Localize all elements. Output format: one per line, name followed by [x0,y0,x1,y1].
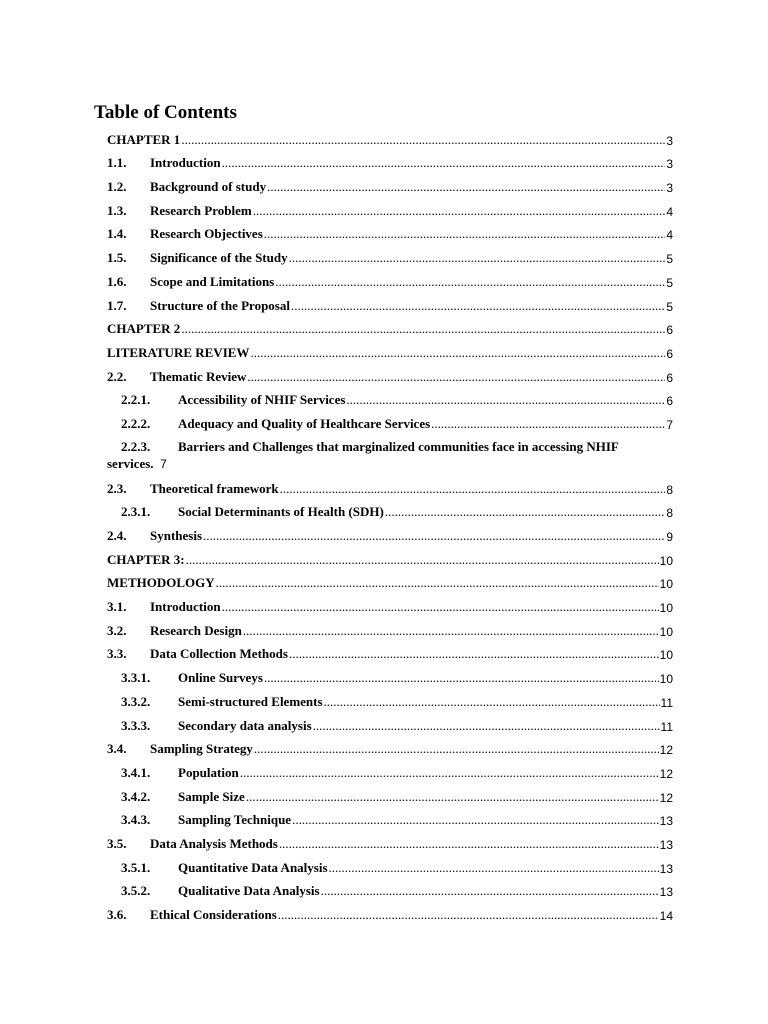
toc-entry-number: 3.3.3. [121,717,151,733]
toc-entry-number: 3.4.2. [121,788,151,804]
toc-entry-page: 14 [659,909,673,923]
toc-entry-label: CHAPTER 3: [107,551,185,567]
toc-entry-page: 13 [659,861,673,876]
toc-entry[interactable] [107,710,673,734]
toc-entry[interactable] [107,473,673,497]
toc-entry[interactable] [107,781,673,805]
toc-entry-label: CHAPTER 2 [107,321,181,337]
toc-dot-leader [279,836,659,852]
toc-entry-number: 3.5.2. [121,883,151,899]
toc-dot-leader [216,575,659,591]
toc-entry[interactable] [107,266,673,290]
toc-entry-number: 3.6. [107,907,127,922]
toc-dot-leader [203,528,665,544]
toc-entry[interactable] [107,385,673,409]
toc-entry[interactable] [107,852,673,876]
toc-entry[interactable] [107,195,673,219]
toc-entry[interactable] [107,497,673,521]
toc-entry[interactable] [107,171,673,195]
toc-dot-leader [250,345,665,361]
toc-entry-page: 6 [666,323,673,338]
toc-dot-leader [264,670,659,686]
toc-entry-number: 3.4.1. [121,764,151,780]
toc-entry-label: Synthesis [150,528,203,543]
toc-entry[interactable] [107,899,673,923]
toc-entry-label: Barriers and Challenges that marginalized communities face in accessing NHIF [178,438,619,454]
toc-entry-page: 10 [659,672,673,687]
toc-entry-label: Secondary data analysis [178,717,312,733]
toc-entry[interactable] [107,639,673,663]
toc-entry[interactable] [107,124,673,148]
toc-entry[interactable] [107,615,673,639]
toc-dot-leader [292,812,659,828]
toc-entry-page: 3 [666,181,673,196]
toc-entry-number: 2.3.1. [121,504,151,520]
toc-entry-page: 13 [659,814,673,829]
toc-dot-leader [267,179,665,195]
toc-entry-number: 3.4. [107,741,127,757]
toc-entry-label: Structure of the Proposal [150,297,290,313]
toc-entry[interactable] [107,408,673,432]
toc-entry-label: Introduction [150,599,221,615]
toc-dot-leader [222,155,666,171]
toc-entry[interactable] [107,734,673,758]
toc-dot-leader [291,298,665,314]
toc-entry-page: 11 [660,695,673,710]
toc-entry-label: Introduction [150,155,221,171]
toc-entry-page: 12 [659,743,673,758]
toc-entry-label: Research Objectives [150,226,263,242]
toc-entry-number: 1.7. [107,297,127,313]
toc-dot-leader [222,599,659,615]
toc-entry-page: 11 [660,719,673,734]
toc-entry-number: 3.2. [107,622,127,638]
toc-dot-leader [240,765,659,781]
toc-entry-label: Population [178,764,239,780]
toc-dot-leader [275,274,665,290]
toc-entry-page: 3 [666,157,673,172]
toc-dot-leader [278,907,659,923]
toc-entry-page: 12 [659,766,673,781]
toc-entry-label: Sampling Strategy [150,741,253,757]
toc-entry-number: 1.2. [107,179,127,195]
toc-dot-leader [243,623,659,639]
toc-entry[interactable] [107,805,673,829]
toc-entry-number: 3.3.1. [121,670,151,686]
toc-entry-page: 13 [659,885,673,900]
toc-entry-number: 3.4.3. [121,812,151,828]
toc-entry-number: 3.5.1. [121,859,151,875]
toc-entry[interactable] [107,662,673,686]
toc-dot-leader [321,883,659,899]
toc-entry-label: Adequacy and Quality of Healthcare Services [178,415,431,431]
toc-title: Table of Contents [94,102,237,123]
toc-entry-label: Qualitative Data Analysis [178,883,320,899]
toc-entry[interactable] [107,148,673,172]
toc-dot-leader [289,250,666,266]
toc-entry-page: 8 [666,482,673,497]
toc-entry-page: 9 [666,530,673,544]
toc-entry-page: 13 [659,837,673,852]
toc-dot-leader [181,132,665,148]
toc-entry-label: Research Problem [150,202,252,218]
toc-dot-leader [253,203,666,219]
toc-entry[interactable] [107,219,673,243]
toc-entry-number: 1.6. [107,273,127,289]
toc-entry-label-continued: services. [107,455,154,471]
toc-entry-label: Ethical Considerations [150,907,277,922]
toc-entry-page: 6 [666,394,673,409]
toc-entry-number: 1.4. [107,226,127,242]
toc-entry-label: Accessibility of NHIF Services [178,392,346,408]
toc-entry-page: 10 [659,624,673,639]
toc-entry-label: Data Collection Methods [150,646,288,662]
toc-entry[interactable] [107,757,673,781]
toc-entry-label: LITERATURE REVIEW [107,344,250,360]
toc-entry-number: 2.2. [107,368,127,384]
toc-dot-leader [385,504,666,520]
toc-entry-continuation [107,455,673,473]
toc-entry-number: 3.3.2. [121,693,151,709]
toc-entry[interactable] [107,520,673,544]
toc-dot-leader [186,552,659,568]
toc-entry-label: Sample Size [178,788,245,804]
toc-entry-number: 2.2.2. [121,415,151,431]
toc-entry[interactable] [107,242,673,266]
toc-entry-page: 5 [666,275,673,290]
toc-dot-leader [289,646,659,662]
toc-entry-page: 6 [666,346,673,361]
toc-entry-label: Social Determinants of Health (SDH) [178,504,384,520]
toc-entry[interactable] [107,686,673,710]
toc-dot-leader [280,481,666,497]
toc-entry-label: Quantitative Data Analysis [178,859,328,875]
toc-entry-page: 10 [659,577,673,592]
toc-entry-page: 10 [659,648,673,663]
toc-entry-label: Thematic Review [150,368,247,384]
toc-entry-label: Data Analysis Methods [150,835,278,851]
toc-entry-page: 7 [666,417,673,432]
toc-entry-page: 12 [659,790,673,805]
toc-entry[interactable] [107,314,673,338]
toc-entry-number: 2.2.3. [121,438,151,454]
toc-entry-label: Research Design [150,622,242,638]
toc-entry[interactable] [107,591,673,615]
toc-dot-leader [246,789,659,805]
toc-entry[interactable] [107,337,673,361]
toc-entry-page: 4 [666,228,673,243]
toc-entry-page: 5 [666,252,673,267]
toc-entry[interactable] [107,290,673,314]
toc-entry-label: Theoretical framework [150,480,279,496]
toc-list [107,124,673,923]
toc-entry-number: 1.3. [107,202,127,218]
toc-entry-label: Sampling Technique [178,812,292,828]
toc-entry-number: 1.5. [107,250,127,266]
toc-entry-label: CHAPTER 1 [107,131,181,147]
toc-entry-label: Significance of the Study [150,250,288,266]
toc-entry-number: 2.3. [107,480,127,496]
toc-entry-page: 4 [666,204,673,219]
toc-entry-number: 3.1. [107,599,127,615]
toc-dot-leader [264,226,666,242]
toc-entry-label: METHODOLOGY [107,575,215,591]
toc-entry[interactable] [107,361,673,385]
toc-entry-page: 3 [666,133,673,148]
toc-dot-leader [346,392,665,408]
toc-entry-number: 1.1. [107,155,127,171]
toc-entry-page: 7 [160,456,167,471]
toc-entry-number: 3.3. [107,646,127,662]
toc-dot-leader [254,741,659,757]
toc-dot-leader [247,369,665,385]
toc-entry[interactable] [107,544,673,568]
toc-entry-page: 8 [666,506,673,521]
toc-dot-leader [181,321,665,337]
toc-dot-leader [329,860,659,876]
toc-entry-number: 3.5. [107,835,127,851]
toc-entry-label: Background of study [150,179,267,195]
toc-entry[interactable] [107,568,673,592]
toc-entry-label: Semi-structured Elements [178,693,323,709]
toc-entry-page: 10 [659,553,673,568]
toc-entry-page: 5 [666,299,673,314]
toc-entry-label: Scope and Limitations [150,273,275,289]
toc-entry-number: 2.2.1. [121,392,151,408]
toc-dot-leader [313,718,660,734]
toc-dot-leader [324,694,660,710]
toc-entry-page: 6 [666,370,673,385]
toc-entry-number: 2.4. [107,528,127,543]
toc-dot-leader [431,416,665,432]
toc-entry-page: 10 [659,601,673,616]
toc-entry[interactable] [107,828,673,852]
toc-entry[interactable] [107,876,673,900]
toc-entry[interactable] [107,432,673,473]
toc-entry-label: Online Surveys [178,670,263,686]
